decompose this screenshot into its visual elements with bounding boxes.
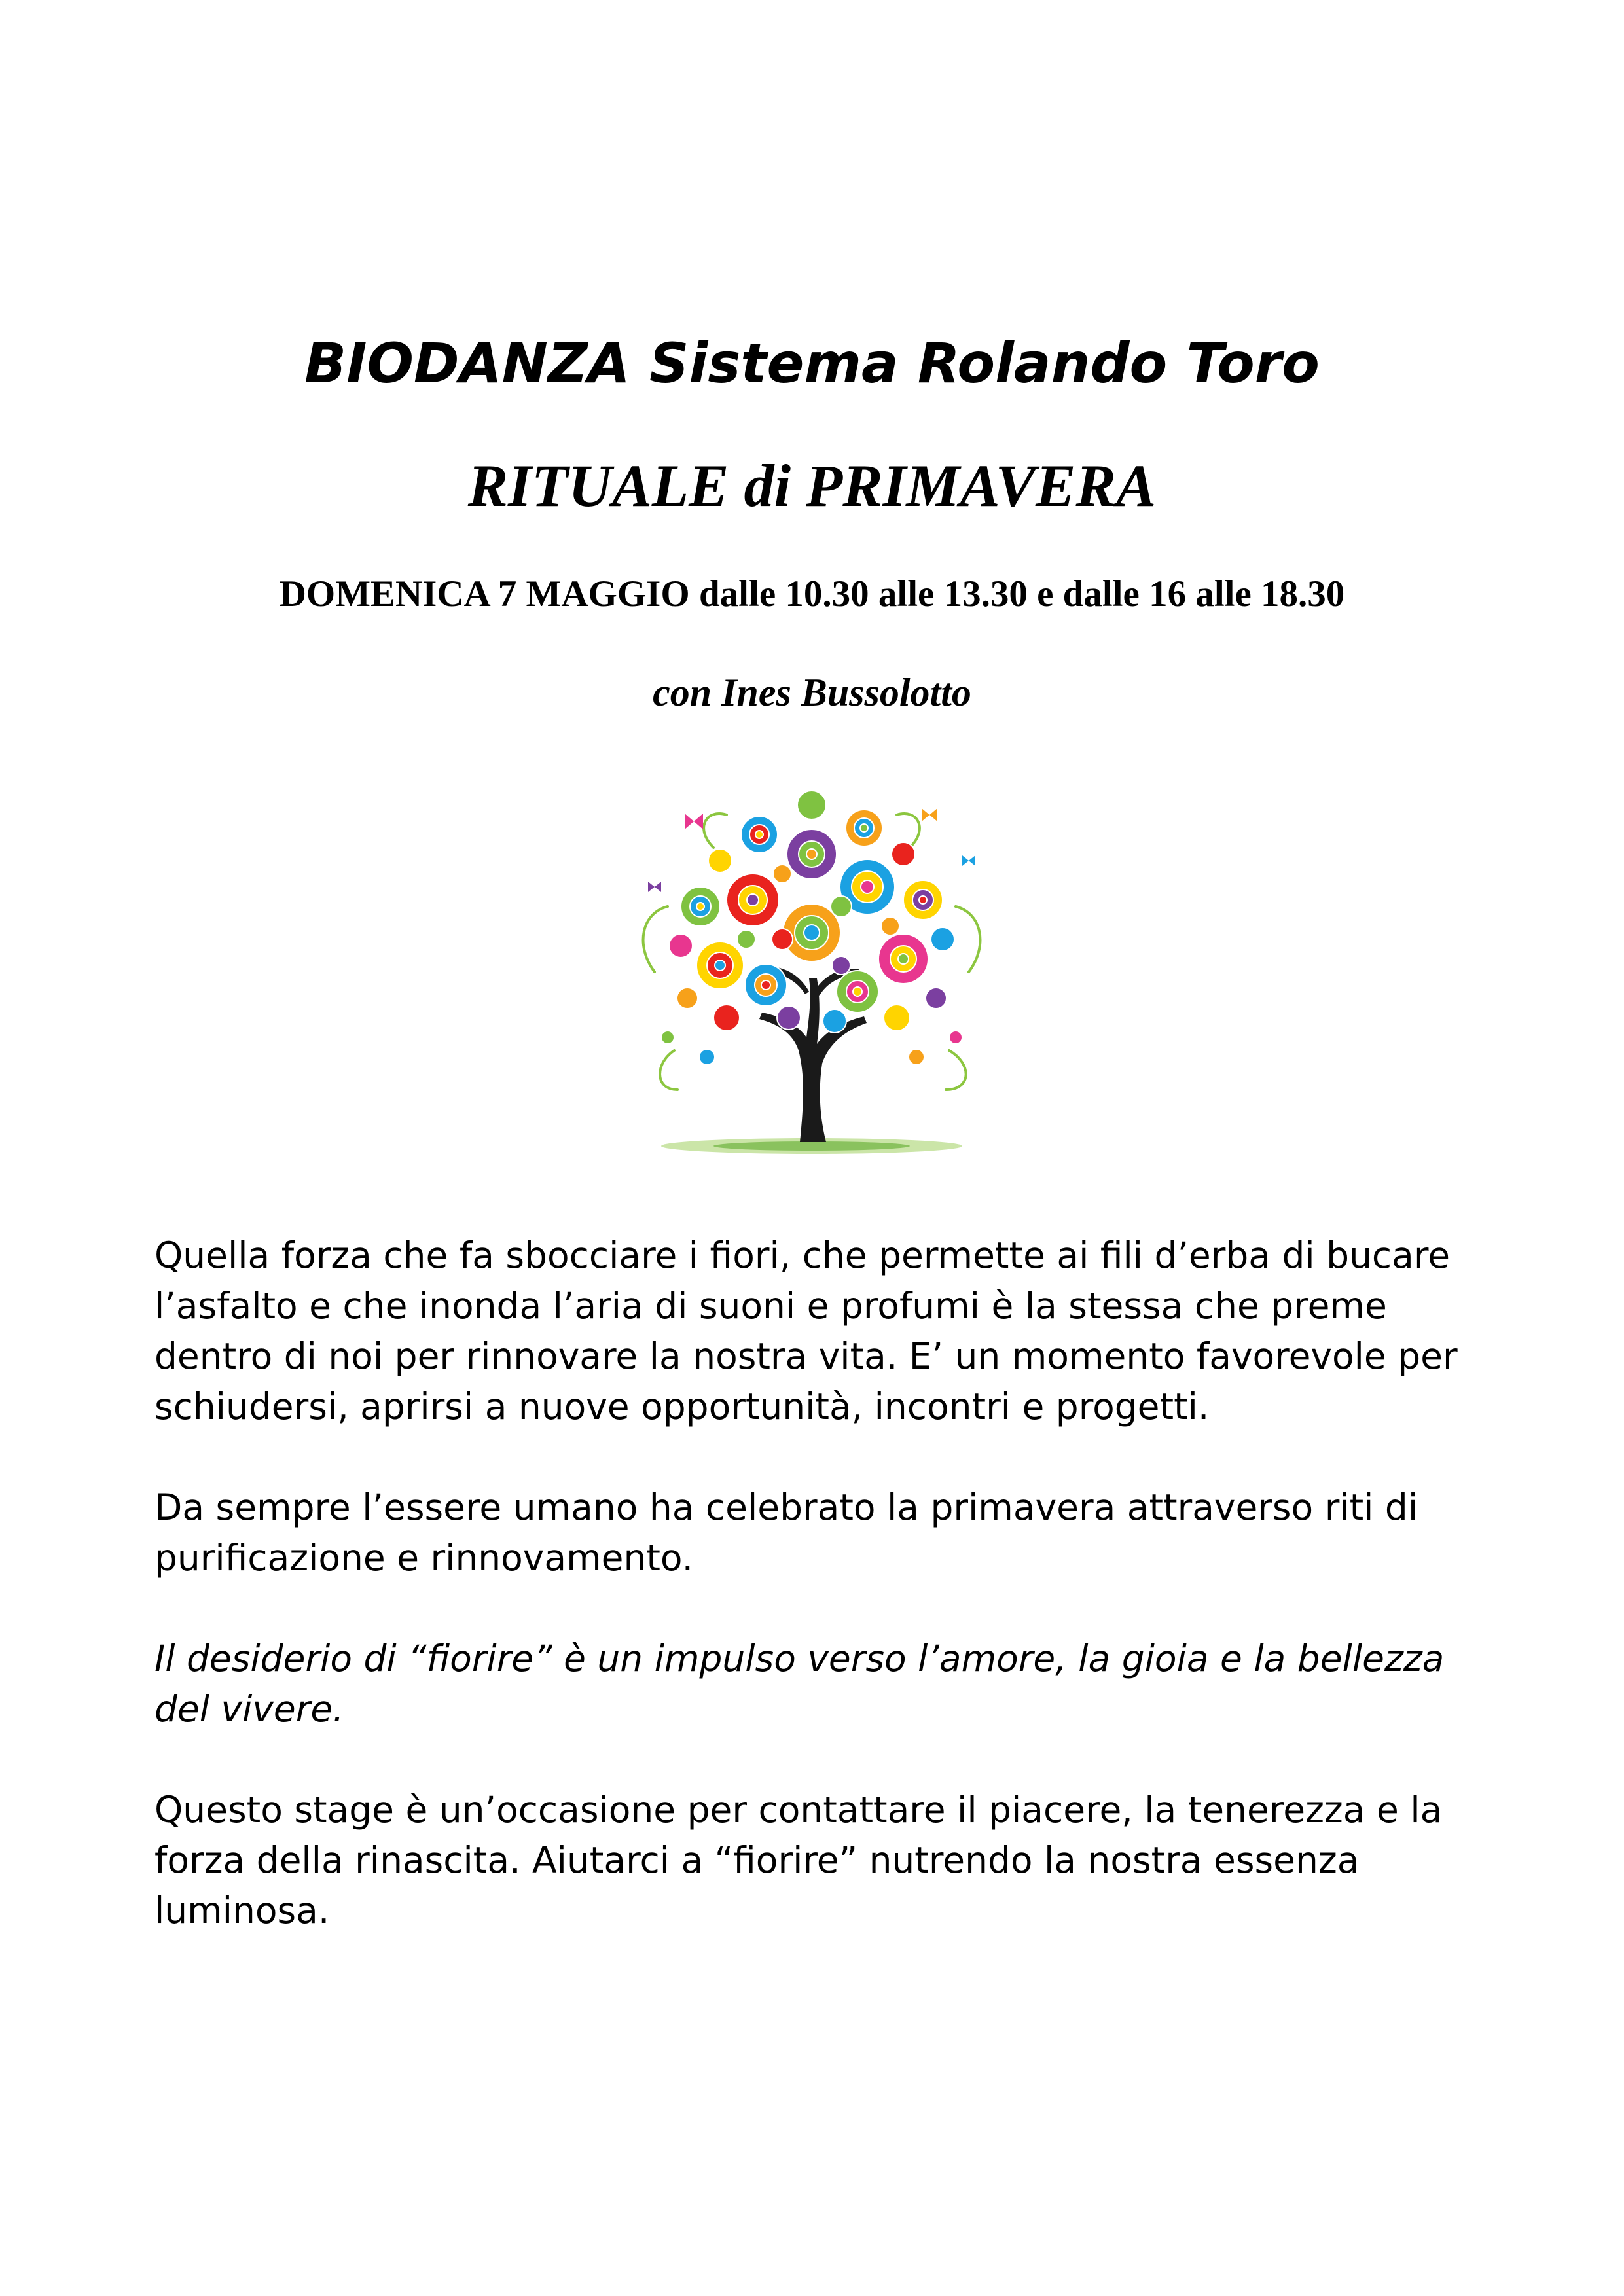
paragraph: Questo stage è un’occasione per contattare il piacere, la tenerezza e la forza della rinascita. Aiutarci a “fiorire” nutrendo la nostra essenza luminosa. [154,1789,1443,1931]
event-title: BIODANZA Sistema Rolando Toro [304,331,1320,395]
flowering-tree-icon [615,776,1008,1168]
event-facilitator: con Ines Bussolotto [653,671,971,714]
description [154,1230,1503,1986]
paragraph: Da sempre l’essere umano ha celebrato la primavera attraverso riti di purificazione e rinnovamento. [154,1486,1418,1579]
paragraph: Quella forza che fa sbocciare i fiori, che permette ai fili d’erba di bucare l’asfalto e che inonda l’aria di suoni e profumi è la stessa che preme dentro di noi per rinnovare la nostra vita. E’ un momento favorevole per schiudersi, aprirsi a nuove opportunità, incontri e progetti. [154,1234,1458,1427]
event-date: DOMENICA 7 MAGGIO dalle 10.30 alle 13.30 e dalle 16 alle 18.30 [279,573,1345,615]
event-subtitle: RITUALE di PRIMAVERA [467,452,1157,519]
paragraph: Il desiderio di “fiorire” è un impulso verso l’amore, la gioia e la bellezza del vivere. [154,1638,1445,1730]
